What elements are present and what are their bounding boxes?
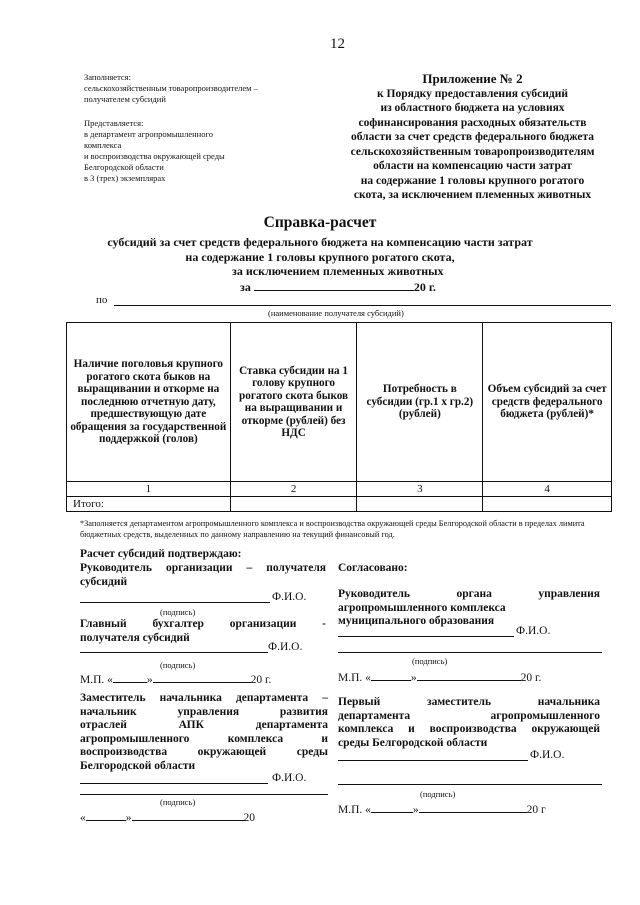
total-cell[interactable] — [357, 497, 483, 512]
table-number-row — [67, 482, 612, 497]
stamp-date-line — [338, 669, 541, 684]
accountant-line: Главный бухгалтер организации - — [80, 618, 326, 630]
signature-hint: (подпись) — [420, 789, 456, 799]
period-line — [240, 279, 436, 295]
separator-line — [338, 652, 602, 653]
recipient-blank[interactable] — [114, 305, 611, 306]
date-close-quote: » — [125, 812, 132, 824]
signature-line[interactable] — [338, 760, 528, 761]
column-number: 1 — [67, 482, 231, 497]
heading-line: на содержание 1 головы крупного рогатого скота, — [185, 250, 455, 264]
signature-line[interactable] — [80, 783, 268, 784]
fio-label: Ф.И.О. — [272, 772, 307, 784]
submitted-line: в 3 (трех) экземплярах — [84, 173, 166, 183]
recipient-head-line: субсидий — [80, 576, 128, 588]
header-cell-need: Потребность в субсидии (гр.1 х гр.2) (рублей) — [357, 323, 483, 482]
filled-by-note — [84, 72, 314, 105]
submitted-note — [84, 118, 314, 184]
confirm-label: Расчет субсидий подтверждаю: — [80, 548, 242, 560]
total-label: Итого: — [67, 497, 231, 512]
fio-label: Ф.И.О. — [516, 625, 551, 637]
date-year: 20 — [243, 812, 255, 824]
mp-label: М.П. « — [338, 672, 371, 684]
signature-hint: (подпись) — [160, 607, 196, 617]
date-month-blank[interactable] — [419, 801, 527, 813]
date-day-blank[interactable] — [113, 671, 147, 683]
mp-year: 20 г — [526, 804, 546, 816]
column-number: 2 — [230, 482, 357, 497]
header-cell-headcount: Наличие поголовья крупного рогатого скота быков на выращивании и откорме на последнюю отчетную дату, предшествующую дате обращения за государственной поддержкой (голов) — [67, 323, 231, 482]
separator-line — [338, 784, 602, 785]
municipal-head-line: агропромышленного комплекса — [338, 601, 506, 614]
first-deputy-block — [338, 696, 600, 750]
filled-by-line: сельскохозяйственным товаропроизводителем – — [84, 83, 258, 93]
first-deputy-line: комплекса и воспроизводства окружающей — [338, 723, 600, 735]
submitted-line: комплекса — [84, 140, 122, 150]
signature-line[interactable] — [80, 652, 268, 653]
municipal-head-line: Руководитель органа управления — [338, 588, 600, 600]
fio-label: Ф.И.О. — [268, 641, 303, 653]
document-title: Справка-расчет — [263, 214, 377, 231]
stamp-date-line — [80, 671, 271, 686]
mp-quote: » — [410, 672, 417, 684]
table-header-row — [67, 323, 612, 482]
signature-line[interactable] — [338, 636, 514, 637]
municipal-head-block — [338, 588, 600, 629]
total-cell[interactable] — [483, 497, 612, 512]
recipient-hint: (наименование получателя субсидий) — [268, 308, 404, 318]
agreed-label: Согласовано: — [338, 562, 408, 574]
signature-hint: (подпись) — [160, 660, 196, 670]
mp-quote: » — [146, 674, 153, 686]
appendix-line: софинансирования расходных обязательств — [358, 116, 587, 129]
deputy-date-line — [80, 809, 255, 824]
first-deputy-line: Первый заместитель начальника — [338, 696, 600, 708]
total-cell[interactable] — [230, 497, 357, 512]
heading-line: субсидий за счет средств федерального бюджета на компенсацию части затрат — [107, 235, 533, 249]
appendix-title: Приложение № 2 — [422, 71, 523, 86]
fio-label: Ф.И.О. — [272, 591, 307, 603]
accountant-line: получателя субсидий — [80, 632, 190, 644]
mp-label: М.П. « — [338, 804, 371, 816]
appendix-block — [330, 72, 615, 203]
deputy-line: начальник управления развития — [80, 705, 328, 718]
deputy-line: отраслей АПК департамента — [80, 719, 328, 731]
period-za: за — [240, 280, 251, 294]
date-month-blank[interactable] — [417, 669, 521, 681]
column-number: 4 — [483, 482, 612, 497]
signature-line[interactable] — [80, 602, 270, 603]
separator-line — [80, 794, 328, 795]
fio-label: Ф.И.О. — [530, 749, 565, 761]
appendix-line: к Порядку предоставления субсидий — [377, 87, 568, 100]
deputy-line: Белгородской области — [80, 759, 196, 772]
mp-quote: » — [412, 804, 419, 816]
deputy-block — [80, 692, 328, 773]
header-cell-rate: Ставка субсидии на 1 голову крупного рогатого скота быков на выращивании и откорме (рублей) без НДС — [230, 323, 357, 482]
table-total-row — [67, 497, 612, 512]
first-deputy-line: департамента агропромышленного — [338, 709, 600, 722]
appendix-line: скота, за исключением племенных животных — [353, 189, 592, 201]
date-day-blank[interactable] — [86, 809, 126, 821]
date-month-blank[interactable] — [153, 671, 251, 683]
filled-by-label: Заполняется: — [84, 72, 131, 82]
submitted-line: и воспроизводства окружающей среды — [84, 151, 225, 161]
deputy-line: Заместитель начальника департамента – — [80, 692, 328, 704]
appendix-line: сельскохозяйственным товаропроизводителям — [350, 145, 595, 158]
stamp-date-line-2 — [338, 801, 546, 816]
submitted-line: в департамент агропромышленного — [84, 129, 213, 139]
heading-line: за исключением племенных животных — [232, 264, 444, 278]
mp-year: 20 г. — [520, 672, 542, 684]
appendix-line: на содержание 1 головы крупного рогатого — [360, 174, 585, 187]
date-day-blank[interactable] — [371, 801, 413, 813]
date-open-quote: « — [80, 812, 86, 824]
header-cell-federal-volume: Объем субсидий за счет средств федерального бюджета (рублей)* — [483, 323, 612, 482]
subsidy-table — [66, 322, 612, 512]
footnote: *Заполняется департаментом агропромышленного комплекса и воспроизводства окружающей среды Белгородской области в пределах лимита бюджетных средств, выделенных по данному направлению на текущий финансовый год. — [80, 519, 585, 539]
mp-year: 20 г. — [250, 674, 272, 686]
recipient-label: по — [96, 294, 108, 306]
recipient-head-line: Руководитель организации – получателя — [80, 562, 326, 574]
column-number: 3 — [357, 482, 483, 497]
date-month-blank[interactable] — [132, 809, 244, 821]
submitted-label: Представляется: — [84, 118, 144, 128]
period-blank[interactable] — [254, 279, 414, 291]
deputy-line: агропромышленного комплекса и — [80, 732, 328, 745]
filled-by-line: получателем субсидий — [84, 94, 166, 104]
appendix-line: области на компенсацию части затрат — [373, 160, 572, 172]
submitted-line: Белгородской области — [84, 162, 164, 172]
municipal-head-line: муниципального образования — [338, 615, 495, 627]
period-year: 20 г. — [413, 280, 436, 294]
signature-hint: (подпись) — [160, 797, 196, 807]
deputy-line: воспроизводства окружающей среды — [80, 746, 328, 758]
appendix-line: из областного бюджета на условиях — [380, 102, 565, 114]
date-day-blank[interactable] — [371, 669, 411, 681]
appendix-line: области за счет средств федерального бюджета — [350, 131, 595, 143]
page-number: 12 — [330, 36, 345, 52]
mp-label: М.П. « — [80, 674, 113, 686]
first-deputy-line: среды Белгородской области — [338, 736, 488, 749]
signature-hint: (подпись) — [412, 656, 448, 666]
